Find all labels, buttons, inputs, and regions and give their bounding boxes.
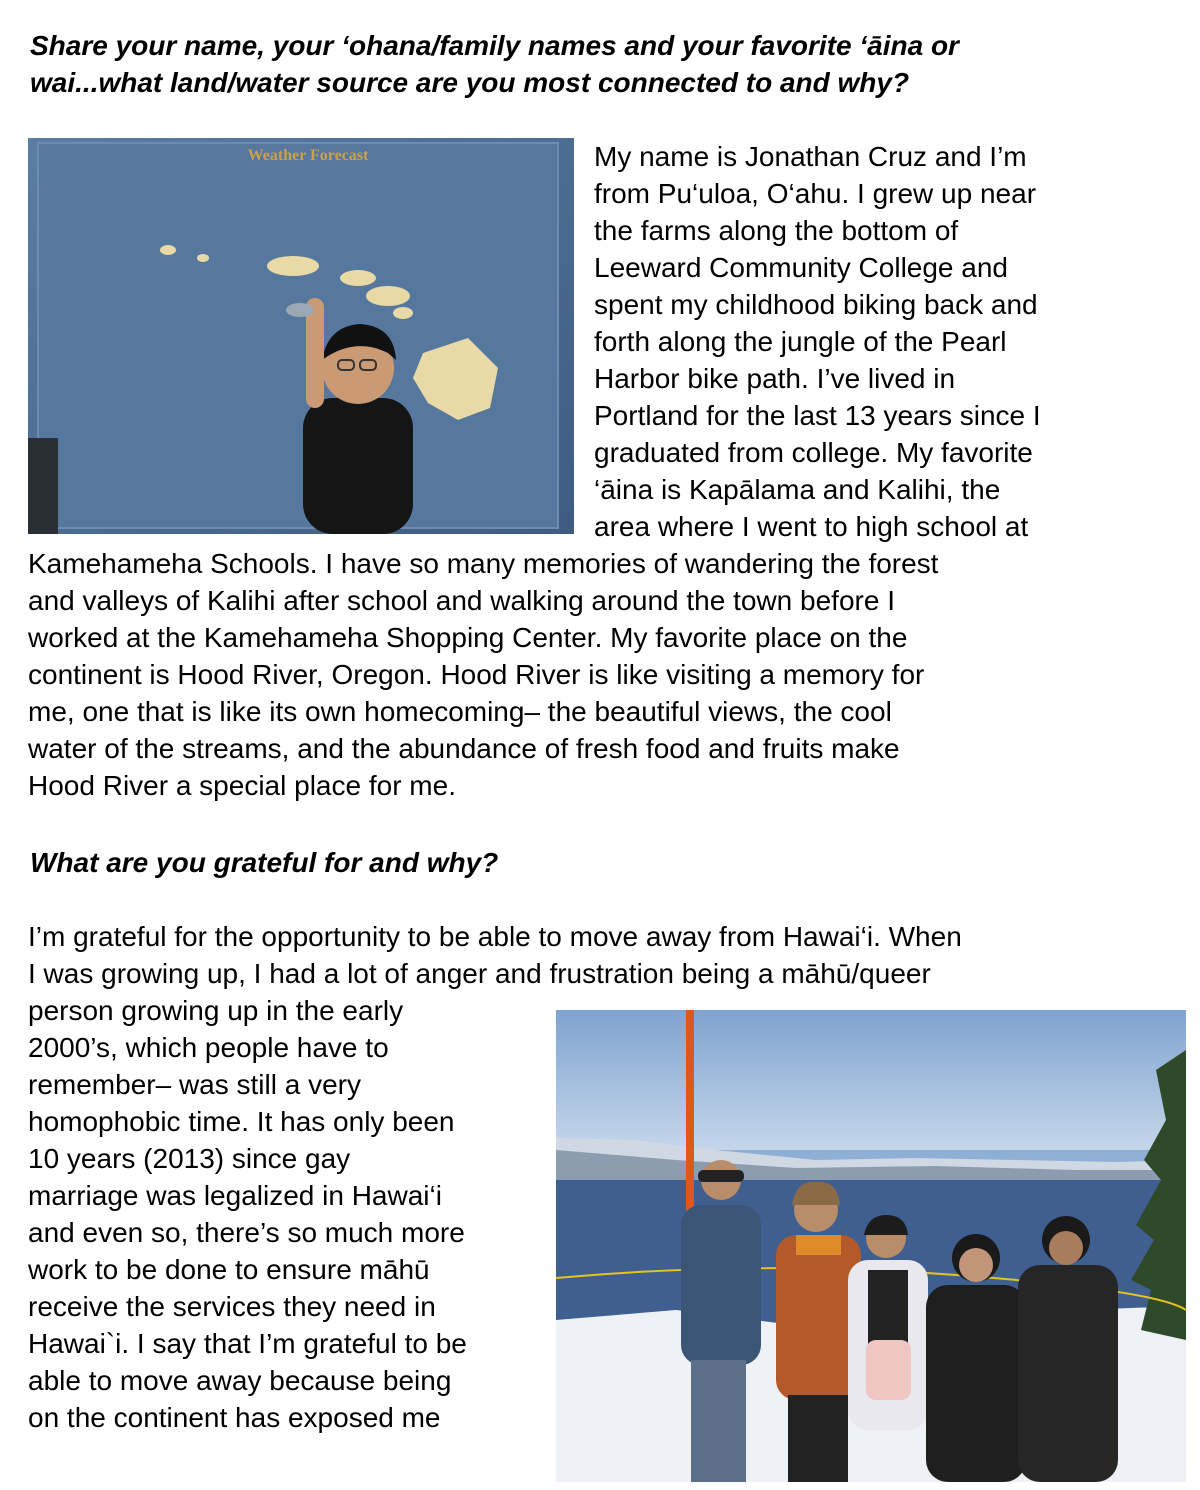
section2-wrap-line: 10 years (2013) since gay [28, 1143, 351, 1174]
section2-wrap-line: 2000’s, which people have to [28, 1032, 389, 1063]
section2-wrap-line: person growing up in the early [28, 995, 404, 1026]
section2-heading: What are you grateful for and why? [30, 847, 499, 878]
section1-wrap-line: ‘āina is Kapālama and Kalihi, the [594, 474, 1001, 505]
section1-wrap-line: Harbor bike path. I’ve lived in [594, 363, 956, 394]
section1-wrap-line: area where I went to high school at [594, 511, 1029, 542]
section2-wrap-line: remember– was still a very [28, 1069, 361, 1100]
section2-body-line: I’m grateful for the opportunity to be able to move away from Hawai‘i. When [28, 921, 962, 952]
section1-wrap-line: spent my childhood biking back and [594, 289, 1038, 320]
section1-wrap-line: Leeward Community College and [594, 252, 1008, 283]
section2-wrap-line: marriage was legalized in Hawai‘i [28, 1180, 442, 1211]
section1-body-line: worked at the Kamehameha Shopping Center. My favorite place on the [28, 622, 908, 653]
section2-body-line: I was growing up, I had a lot of anger and frustration being a māhū/queer [28, 958, 931, 989]
photo-child-weather-map [28, 138, 574, 534]
section2-wrap-line: able to move away because being [28, 1365, 452, 1396]
section2-wrap-line: on the continent has exposed me [28, 1402, 441, 1433]
section1-wrap-line: from Pu‘uloa, O‘ahu. I grew up near [594, 178, 1037, 209]
section1-heading-line-2: wai...what land/water source are you most connected to and why? [30, 67, 910, 98]
section1-wrap-line: graduated from college. My favorite [594, 437, 1033, 468]
section1-body-line: Kamehameha Schools. I have so many memories of wandering the forest [28, 548, 939, 579]
section2-wrap-line: work to be done to ensure māhū [28, 1254, 430, 1285]
section2-wrap-line: and even so, there’s so much more [28, 1217, 465, 1248]
map-title: Weather Forecast [247, 147, 369, 164]
section1-body-line: continent is Hood River, Oregon. Hood River is like visiting a memory for [28, 659, 925, 690]
section2-wrap-line: homophobic time. It has only been [28, 1106, 455, 1137]
section1-wrap-line: Portland for the last 13 years since I [594, 400, 1041, 431]
section1-body-line: Hood River a special place for me. [28, 770, 456, 801]
section2-wrap-line: receive the services they need in [28, 1291, 436, 1322]
section2-wrap-line: Hawai`i. I say that I’m grateful to be [28, 1328, 467, 1359]
section1-wrap-line: forth along the jungle of the Pearl [594, 326, 1007, 357]
section1-body-line: water of the streams, and the abundance of fresh food and fruits make [28, 733, 900, 764]
photo-group-crater-lake [556, 1010, 1186, 1482]
section1-wrap-line: My name is Jonathan Cruz and I’m [594, 141, 1027, 172]
section1-body-line: me, one that is like its own homecoming– the beautiful views, the cool [28, 696, 892, 727]
section1-heading-line-1: Share your name, your ‘ohana/family names and your favorite ‘āina or [30, 30, 959, 61]
section1-body-line: and valleys of Kalihi after school and walking around the town before I [28, 585, 895, 616]
section1-wrap-line: the farms along the bottom of [594, 215, 959, 246]
